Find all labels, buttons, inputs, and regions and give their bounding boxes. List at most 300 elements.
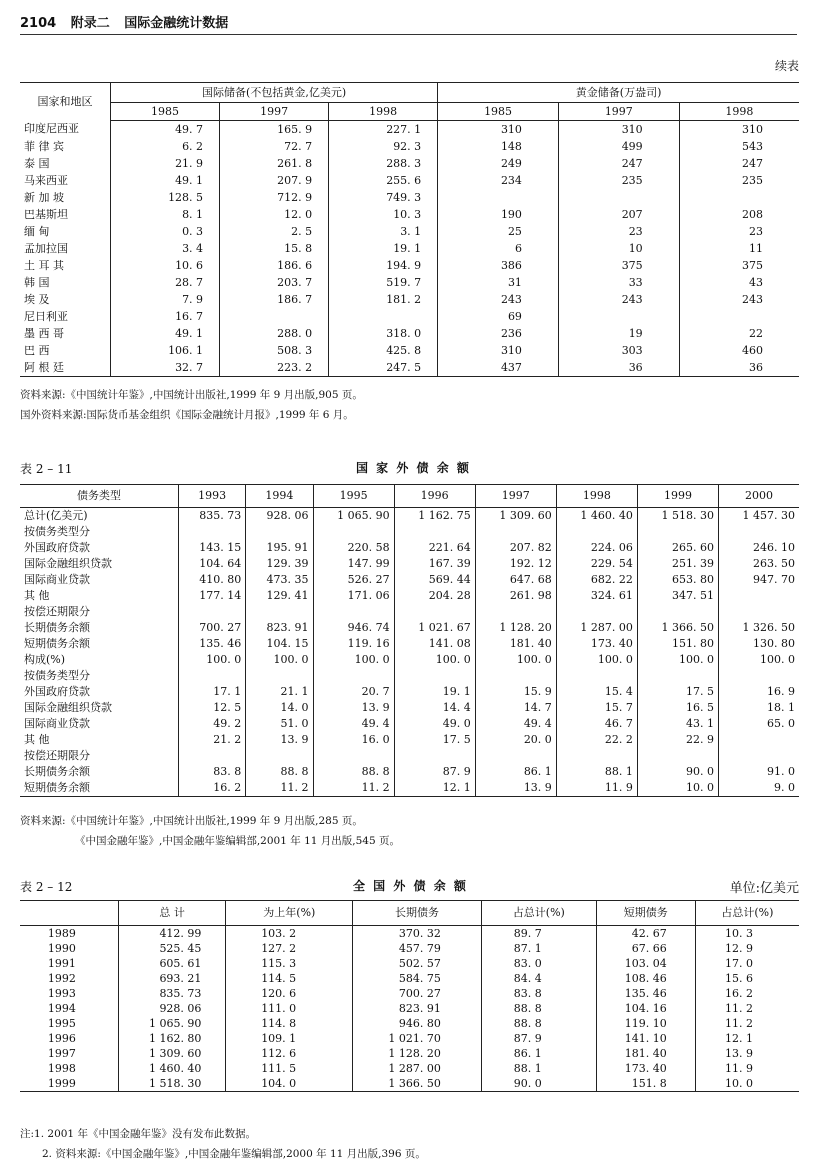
page-header — [20, 12, 797, 35]
table-row — [20, 291, 799, 308]
table-cell — [679, 308, 799, 325]
table-cell: 90. 0 — [481, 1076, 596, 1092]
year-header: 1998 — [556, 485, 637, 508]
country-name: 韩 国 — [24, 275, 50, 289]
table-cell: 100. 0 — [719, 652, 800, 668]
table-cell: 173. 40 — [556, 636, 637, 652]
column-header: 短期债务 — [596, 901, 695, 926]
table-row — [20, 716, 799, 732]
country-name: 新 加 坡 — [24, 190, 64, 204]
table-cell: 127. 2 — [226, 941, 353, 956]
table-cell: 19 — [558, 325, 679, 342]
table-cell: 16. 7 — [111, 308, 220, 325]
table-cell — [313, 748, 394, 764]
table-cell — [475, 668, 556, 684]
table-cell: 10. 3 — [695, 926, 799, 942]
table-cell: 7. 9 — [111, 291, 220, 308]
table-cell: 104. 0 — [226, 1076, 353, 1092]
table3-notes — [20, 1124, 426, 1164]
table-cell: 11. 2 — [695, 1016, 799, 1031]
table-cell: 194. 9 — [329, 257, 438, 274]
column-header: 占总计(%) — [481, 901, 596, 926]
year-header: 1997 — [558, 103, 679, 121]
table-cell: 204. 28 — [394, 588, 475, 604]
table-cell — [475, 604, 556, 620]
table-cell: 65. 0 — [719, 716, 800, 732]
page-number: 2104 — [20, 16, 57, 31]
table-cell: 310 — [438, 121, 559, 139]
table-cell: 83. 8 — [481, 986, 596, 1001]
table-cell: 14. 7 — [475, 700, 556, 716]
table-cell: 84. 4 — [481, 971, 596, 986]
table-cell: 119. 16 — [313, 636, 394, 652]
table-title: 国 家 外 债 余 额 — [356, 461, 471, 475]
table-cell — [637, 668, 718, 684]
table-cell: 15. 8 — [220, 240, 329, 257]
table-cell: 72. 7 — [220, 138, 329, 155]
table-cell: 946. 80 — [353, 1016, 482, 1031]
table-cell: 151. 8 — [596, 1076, 695, 1092]
table-cell: 42. 67 — [596, 926, 695, 942]
table-row — [20, 257, 799, 274]
table-row — [20, 1031, 799, 1046]
table-cell — [556, 748, 637, 764]
table-cell: 224. 06 — [556, 540, 637, 556]
table-cell: 437 — [438, 359, 559, 377]
table-cell: 114. 8 — [226, 1016, 353, 1031]
table-cell: 835. 73 — [179, 508, 246, 525]
row-label: 按债务类型分 — [24, 525, 90, 538]
table-cell: 32. 7 — [111, 359, 220, 377]
reserves-table — [20, 82, 799, 377]
table2-notes — [20, 811, 400, 851]
table-cell: 49. 2 — [179, 716, 246, 732]
table-cell: 87. 9 — [481, 1031, 596, 1046]
country-name: 缅 甸 — [24, 224, 50, 238]
table-cell: 43 — [679, 274, 799, 291]
year-header: 1997 — [220, 103, 329, 121]
table-cell: 100. 0 — [637, 652, 718, 668]
table-cell: 221. 64 — [394, 540, 475, 556]
table-cell: 207. 9 — [220, 172, 329, 189]
table-cell — [394, 604, 475, 620]
table-cell: 502. 57 — [353, 956, 482, 971]
source-note: 资料来源:《中国统计年鉴》,中国统计出版社,1999 年 9 月出版,905 页。 — [20, 389, 363, 401]
table-cell — [394, 668, 475, 684]
year-header: 1996 — [394, 485, 475, 508]
table-cell: 1 287. 00 — [353, 1061, 482, 1076]
table-cell: 1 021. 67 — [394, 620, 475, 636]
table-cell: 3. 4 — [111, 240, 220, 257]
table-cell: 83. 0 — [481, 956, 596, 971]
table-cell: 12. 0 — [220, 206, 329, 223]
table-cell: 17. 5 — [637, 684, 718, 700]
year-header: 1985 — [111, 103, 220, 121]
table-cell: 10. 3 — [329, 206, 438, 223]
table-cell: 526. 27 — [313, 572, 394, 588]
table-row — [20, 1001, 799, 1016]
year-cell: 1999 — [47, 1076, 76, 1090]
table-cell: 15. 9 — [475, 684, 556, 700]
table-cell: 22. 9 — [637, 732, 718, 748]
column-header: 长期债务 — [353, 901, 482, 926]
table-cell — [179, 668, 246, 684]
table-row — [20, 524, 799, 540]
table-cell: 109. 1 — [226, 1031, 353, 1046]
table-cell: 1 518. 30 — [118, 1076, 226, 1092]
row-label: 短期债务余额 — [24, 637, 90, 650]
table-cell: 19. 1 — [329, 240, 438, 257]
table-cell: 473. 35 — [246, 572, 313, 588]
source-note: 《中国金融年鉴》,中国金融年鉴编辑部,2001 年 11 月出版,545 页。 — [75, 835, 400, 847]
table-cell: 49. 4 — [313, 716, 394, 732]
table-row — [20, 1016, 799, 1031]
row-label: 总计(亿美元) — [24, 509, 88, 522]
table-cell: 10. 0 — [637, 780, 718, 797]
country-name: 巴 西 — [24, 343, 50, 357]
table-cell: 410. 80 — [179, 572, 246, 588]
table-cell: 1 309. 60 — [475, 508, 556, 525]
table-row — [20, 274, 799, 291]
table-cell: 1 460. 40 — [118, 1061, 226, 1076]
row-label: 按偿还期限分 — [24, 605, 90, 618]
year-cell: 1995 — [47, 1016, 76, 1030]
table-row — [20, 325, 799, 342]
table-cell: 86. 1 — [481, 1046, 596, 1061]
table-cell: 100. 0 — [246, 652, 313, 668]
table-cell: 181. 2 — [329, 291, 438, 308]
row-label: 国际金融组织贷款 — [24, 557, 112, 570]
table-cell: 375 — [558, 257, 679, 274]
table-cell: 10. 6 — [111, 257, 220, 274]
table-cell — [556, 524, 637, 540]
table-cell: 265. 60 — [637, 540, 718, 556]
table-cell: 13. 9 — [475, 780, 556, 797]
table-cell: 100. 0 — [475, 652, 556, 668]
table-cell — [558, 189, 679, 206]
table-cell: 11. 9 — [556, 780, 637, 797]
table-cell: 375 — [679, 257, 799, 274]
table-cell: 11. 2 — [313, 780, 394, 797]
table-row — [20, 604, 799, 620]
table-cell: 141. 08 — [394, 636, 475, 652]
table-cell: 288. 0 — [220, 325, 329, 342]
table-row — [20, 748, 799, 764]
year-cell: 1989 — [47, 926, 76, 940]
table-cell: 33 — [558, 274, 679, 291]
country-name: 马来西亚 — [24, 173, 68, 187]
forex-reserve-header: 国际储备(不包括黄金,亿美元) — [111, 83, 438, 103]
table-cell: 584. 75 — [353, 971, 482, 986]
table-cell: 15. 7 — [556, 700, 637, 716]
table-cell: 653. 80 — [637, 572, 718, 588]
table-cell — [637, 604, 718, 620]
table-cell — [556, 668, 637, 684]
table-cell — [179, 604, 246, 620]
table-cell: 120. 6 — [226, 986, 353, 1001]
table-cell: 243 — [558, 291, 679, 308]
table-row — [20, 308, 799, 325]
table-cell: 11. 9 — [695, 1061, 799, 1076]
footnote: 2. 资料来源:《中国金融年鉴》,中国金融年鉴编辑部,2000 年 11 月出版,396 页。 — [42, 1148, 426, 1160]
table-cell: 20. 7 — [313, 684, 394, 700]
row-label: 外国政府贷款 — [24, 685, 90, 698]
table-cell: 90. 0 — [637, 764, 718, 780]
year-cell: 1992 — [47, 971, 76, 985]
table-cell: 141. 10 — [596, 1031, 695, 1046]
table-cell: 207. 82 — [475, 540, 556, 556]
table-cell: 16. 9 — [719, 684, 800, 700]
country-name: 阿 根 廷 — [24, 360, 64, 374]
table-cell — [313, 604, 394, 620]
table-cell: 86. 1 — [475, 764, 556, 780]
year-column-header — [20, 901, 118, 926]
table-cell: 147. 99 — [313, 556, 394, 572]
table-cell: 17. 5 — [394, 732, 475, 748]
table-cell: 700. 27 — [179, 620, 246, 636]
table-cell: 16. 2 — [179, 780, 246, 797]
table-cell: 303 — [558, 342, 679, 359]
table-cell — [679, 189, 799, 206]
table-cell: 249 — [438, 155, 559, 172]
table-cell — [246, 524, 313, 540]
table-cell: 87. 1 — [481, 941, 596, 956]
table-row — [20, 1061, 799, 1076]
table-cell: 135. 46 — [179, 636, 246, 652]
year-cell: 1997 — [47, 1046, 76, 1060]
table-cell: 928. 06 — [246, 508, 313, 525]
unit-label: 单位:亿美元 — [729, 881, 799, 896]
country-column-header: 国家和地区 — [37, 94, 93, 108]
table-cell: 88. 8 — [481, 1016, 596, 1031]
table-cell: 220. 58 — [313, 540, 394, 556]
table-cell: 318. 0 — [329, 325, 438, 342]
table-cell — [220, 308, 329, 325]
table-cell: 1 326. 50 — [719, 620, 800, 636]
table-cell: 525. 45 — [118, 941, 226, 956]
continued-label: 续表 — [774, 59, 799, 73]
table-cell: 104. 15 — [246, 636, 313, 652]
table-row — [20, 780, 799, 797]
column-header: 占总计(%) — [695, 901, 799, 926]
row-label: 其 他 — [24, 733, 50, 746]
table-cell: 749. 3 — [329, 189, 438, 206]
table-cell: 223. 2 — [220, 359, 329, 377]
table-cell: 195. 91 — [246, 540, 313, 556]
table-cell: 186. 6 — [220, 257, 329, 274]
table-row — [20, 556, 799, 572]
table-cell: 119. 10 — [596, 1016, 695, 1031]
table-cell: 17. 1 — [179, 684, 246, 700]
table-row — [20, 588, 799, 604]
table-cell: 11. 2 — [695, 1001, 799, 1016]
table-cell: 235 — [679, 172, 799, 189]
table-cell: 1 065. 90 — [118, 1016, 226, 1031]
table-cell: 947. 70 — [719, 572, 800, 588]
table-cell: 11. 2 — [246, 780, 313, 797]
table-cell: 9. 0 — [719, 780, 800, 797]
table-cell: 130. 80 — [719, 636, 800, 652]
table-cell: 1 518. 30 — [637, 508, 718, 525]
table-cell: 69 — [438, 308, 559, 325]
table-cell: 28. 7 — [111, 274, 220, 291]
table-cell: 288. 3 — [329, 155, 438, 172]
row-label: 短期债务余额 — [24, 781, 90, 794]
table-cell: 22 — [679, 325, 799, 342]
table-cell — [246, 668, 313, 684]
table-cell: 21. 2 — [179, 732, 246, 748]
row-label: 国际商业贷款 — [24, 717, 90, 730]
gold-reserve-header: 黄金储备(万盎司) — [438, 83, 799, 103]
table-cell: 13. 9 — [246, 732, 313, 748]
year-cell: 1991 — [47, 956, 76, 970]
table-row — [20, 652, 799, 668]
table-cell: 88. 1 — [556, 764, 637, 780]
table-cell: 129. 41 — [246, 588, 313, 604]
table-cell: 823. 91 — [353, 1001, 482, 1016]
table-cell: 324. 61 — [556, 588, 637, 604]
table-row — [20, 971, 799, 986]
table-cell — [313, 524, 394, 540]
table-cell: 370. 32 — [353, 926, 482, 942]
table-cell: 246. 10 — [719, 540, 800, 556]
table-cell: 23 — [558, 223, 679, 240]
table-cell — [394, 524, 475, 540]
country-name: 泰 国 — [24, 156, 50, 170]
table-cell: 347. 51 — [637, 588, 718, 604]
table-cell: 114. 5 — [226, 971, 353, 986]
table-cell: 67. 66 — [596, 941, 695, 956]
table-cell — [246, 748, 313, 764]
table-cell: 1 021. 70 — [353, 1031, 482, 1046]
table-cell: 177. 14 — [179, 588, 246, 604]
table-cell: 0. 3 — [111, 223, 220, 240]
table-cell: 682. 22 — [556, 572, 637, 588]
table-cell: 519. 7 — [329, 274, 438, 291]
table-row — [20, 941, 799, 956]
table-cell: 181. 40 — [475, 636, 556, 652]
country-name: 印度尼西亚 — [24, 122, 79, 136]
table-row — [20, 926, 799, 942]
table-row — [20, 668, 799, 684]
table-row — [20, 572, 799, 588]
table-cell: 310 — [679, 121, 799, 139]
country-name: 孟加拉国 — [24, 241, 68, 255]
table-cell: 310 — [438, 342, 559, 359]
table-cell: 243 — [438, 291, 559, 308]
table-cell: 1 128. 20 — [353, 1046, 482, 1061]
table-cell: 1 128. 20 — [475, 620, 556, 636]
table-cell: 143. 15 — [179, 540, 246, 556]
table-cell: 8. 1 — [111, 206, 220, 223]
external-debt-table — [20, 900, 799, 1092]
table-cell: 1 457. 30 — [719, 508, 800, 525]
table-cell: 229. 54 — [556, 556, 637, 572]
table-cell: 49. 0 — [394, 716, 475, 732]
year-cell: 1998 — [47, 1061, 76, 1075]
table-cell: 243 — [679, 291, 799, 308]
table-cell: 227. 1 — [329, 121, 438, 139]
year-header: 1998 — [679, 103, 799, 121]
table-cell: 10 — [558, 240, 679, 257]
table-cell: 88. 8 — [313, 764, 394, 780]
header-title: 国际金融统计数据 — [124, 16, 229, 31]
table-cell: 16. 2 — [695, 986, 799, 1001]
table-cell: 129. 39 — [246, 556, 313, 572]
table-cell: 21. 1 — [246, 684, 313, 700]
table-cell — [558, 308, 679, 325]
table-cell: 15. 6 — [695, 971, 799, 986]
country-name: 尼日利亚 — [24, 309, 68, 323]
country-name: 菲 律 宾 — [24, 139, 64, 153]
table-row — [20, 684, 799, 700]
country-name: 埃 及 — [24, 292, 50, 306]
table-cell: 236 — [438, 325, 559, 342]
column-header: 为上年(%) — [226, 901, 353, 926]
table-cell: 928. 06 — [118, 1001, 226, 1016]
table-cell: 15. 4 — [556, 684, 637, 700]
table-cell: 104. 16 — [596, 1001, 695, 1016]
year-cell: 1993 — [47, 986, 76, 1000]
table-cell: 17. 0 — [695, 956, 799, 971]
year-cell: 1990 — [47, 941, 76, 955]
table-cell: 247. 5 — [329, 359, 438, 377]
table-cell: 835. 73 — [118, 986, 226, 1001]
table-cell: 83. 8 — [179, 764, 246, 780]
table-row — [20, 121, 799, 139]
table-cell: 261. 8 — [220, 155, 329, 172]
table-cell: 412. 99 — [118, 926, 226, 942]
table-cell: 235 — [558, 172, 679, 189]
table-cell: 508. 3 — [220, 342, 329, 359]
table-cell: 21. 9 — [111, 155, 220, 172]
table-cell: 693. 21 — [118, 971, 226, 986]
table-cell: 49. 4 — [475, 716, 556, 732]
table-cell: 823. 91 — [246, 620, 313, 636]
table-cell: 87. 9 — [394, 764, 475, 780]
table-cell: 23 — [679, 223, 799, 240]
table-cell: 100. 0 — [556, 652, 637, 668]
year-cell: 1996 — [47, 1031, 76, 1045]
table-cell: 203. 7 — [220, 274, 329, 291]
table-cell: 108. 46 — [596, 971, 695, 986]
table-row — [20, 359, 799, 377]
table-number: 表 2 – 11 — [20, 462, 73, 476]
table-cell: 1 366. 50 — [637, 620, 718, 636]
table-cell: 100. 0 — [179, 652, 246, 668]
table-cell: 91. 0 — [719, 764, 800, 780]
country-name: 巴基斯坦 — [24, 207, 68, 221]
table-cell: 310 — [558, 121, 679, 139]
table-cell — [719, 524, 800, 540]
table-cell: 100. 0 — [394, 652, 475, 668]
table-cell: 31 — [438, 274, 559, 291]
table-cell: 1 366. 50 — [353, 1076, 482, 1092]
row-label: 按债务类型分 — [24, 669, 90, 682]
table-cell: 51. 0 — [246, 716, 313, 732]
table-cell: 457. 79 — [353, 941, 482, 956]
table-cell: 103. 04 — [596, 956, 695, 971]
table-cell: 12. 5 — [179, 700, 246, 716]
table-cell: 19. 1 — [394, 684, 475, 700]
table-title: 全 国 外 债 余 额 — [353, 879, 468, 893]
table-cell: 12. 9 — [695, 941, 799, 956]
table-cell: 700. 27 — [353, 986, 482, 1001]
table-row — [20, 764, 799, 780]
table-cell: 111. 5 — [226, 1061, 353, 1076]
year-header: 1994 — [246, 485, 313, 508]
table-row — [20, 189, 799, 206]
